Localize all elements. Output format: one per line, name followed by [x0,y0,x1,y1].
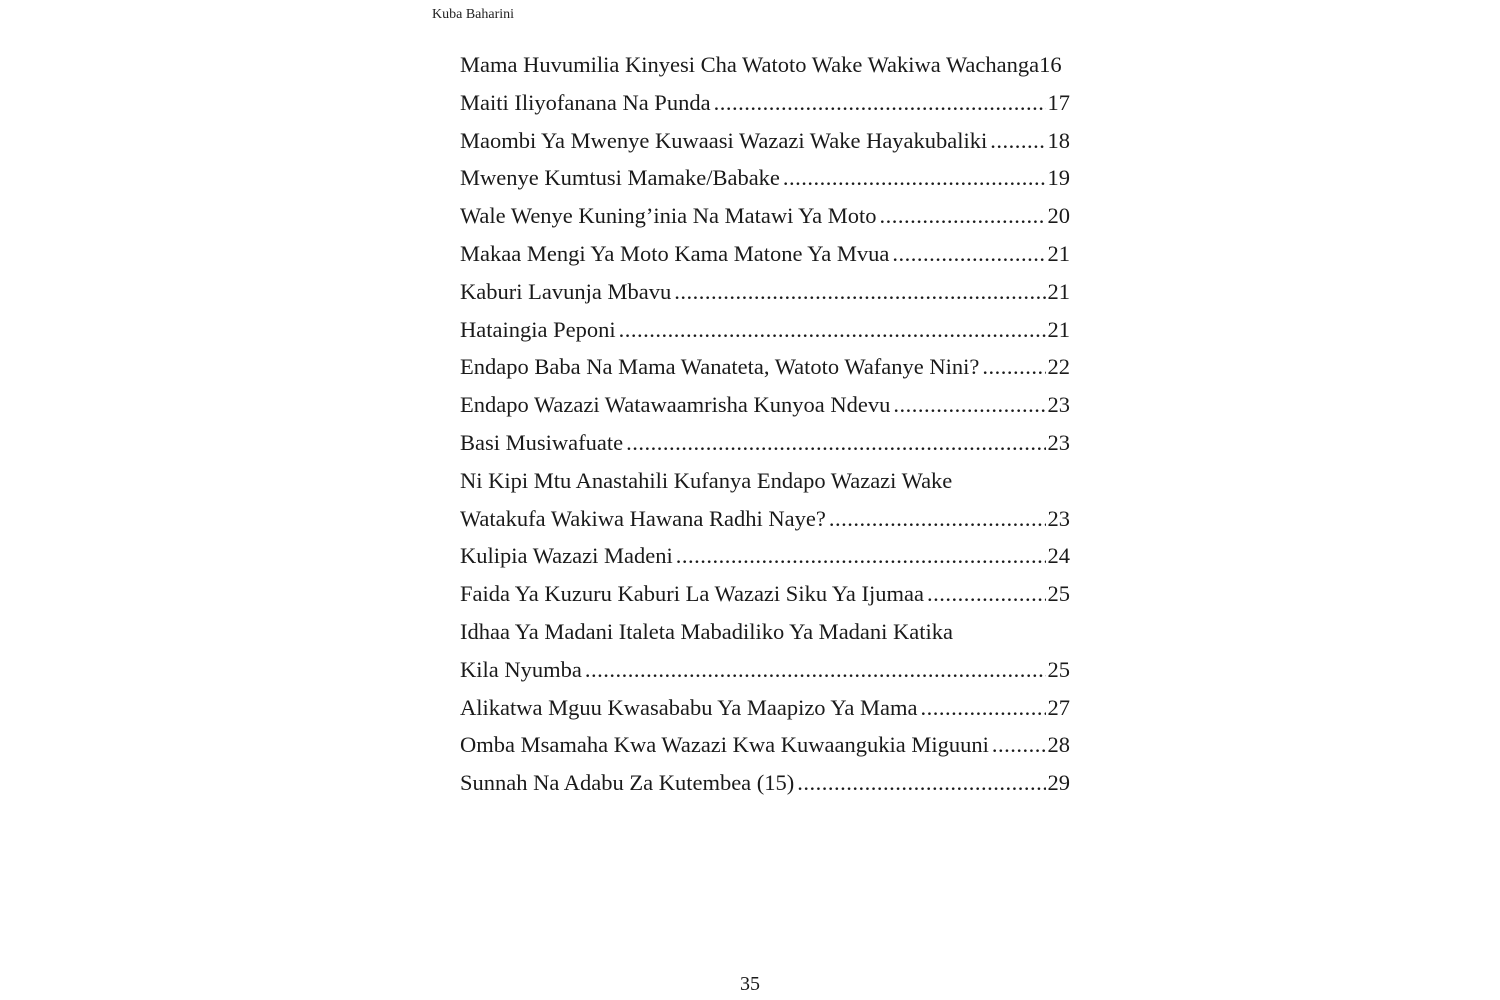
toc-entry-title: Endapo Baba Na Mama Wanateta, Watoto Wafanye Nini? [460,354,980,380]
toc-entry-title: Basi Musiwafuate [460,429,624,455]
toc-entry [460,613,1070,651]
toc-entry-page: 21 [1047,240,1070,266]
toc-entry-page: 29 [1047,770,1070,796]
toc-entry-page: 19 [1047,165,1070,191]
toc-dot-leader [990,122,1045,160]
toc-dot-leader [829,500,1046,538]
toc-entry-page: 25 [1047,656,1070,682]
toc-entry-page: 21 [1047,316,1070,342]
toc-entry-page: 16 [1039,52,1062,77]
toc-entry-page: 22 [1047,354,1070,380]
toc-entry [460,500,1070,538]
toc-dot-leader [927,575,1046,613]
toc-entry [460,386,1070,424]
toc-dot-leader [783,159,1046,197]
toc-entry [460,651,1070,689]
toc-entry [460,537,1070,575]
toc-entry-page: 23 [1047,429,1070,455]
toc-entry-title: Hataingia Peponi [460,316,616,342]
toc-entry-title: Wale Wenye Kuning’inia Na Matawi Ya Moto [460,203,877,229]
toc-entry-title: Idhaa Ya Madani Italeta Mabadiliko Ya Madani Katika [460,618,954,644]
toc-entry-title: Maombi Ya Mwenye Kuwaasi Wazazi Wake Hayakubaliki [460,127,988,153]
toc-entry-page: 17 [1047,89,1070,115]
toc-dot-leader [893,386,1045,424]
toc-dot-leader [714,84,1046,122]
toc-dot-leader [619,311,1046,349]
toc-entry [460,273,1070,311]
toc-entry [460,235,1070,273]
table-of-contents [460,46,1070,802]
toc-entry-title: Ni Kipi Mtu Anastahili Kufanya Endapo Wazazi Wake [460,467,953,493]
running-header: Kuba Baharini [432,7,515,22]
toc-entry [460,122,1070,160]
toc-entry [460,424,1070,462]
toc-entry-page: 28 [1047,732,1070,758]
toc-entry-page: 23 [1047,392,1070,418]
toc-entry-title: Mwenye Kumtusi Mamake/Babake [460,165,780,191]
toc-entry-title: Kulipia Wazazi Madeni [460,543,673,569]
toc-entry-title: Mama Huvumilia Kinyesi Cha Watoto Wake Wakiwa Wachanga [460,52,1040,77]
toc-dot-leader [920,689,1045,727]
toc-entry-page: 25 [1047,581,1070,607]
toc-entry-page: 18 [1047,127,1070,153]
toc-entry-title: Makaa Mengi Ya Moto Kama Matone Ya Mvua [460,240,890,266]
toc-entry-page: 20 [1047,203,1070,229]
toc-dot-leader [626,424,1045,462]
toc-entry [460,348,1070,386]
toc-entry-title: Kaburi Lavunja Mbavu [460,278,672,304]
toc-entry [460,764,1070,802]
toc-entry-page: 24 [1047,543,1070,569]
toc-dot-leader [892,235,1045,273]
page-number: 35 [740,973,760,995]
toc-entry-title: Kila Nyumba [460,656,582,682]
toc-entry-page: 21 [1047,278,1070,304]
toc-entry-page: 23 [1047,505,1070,531]
toc-entry-title: Endapo Wazazi Watawaamrisha Kunyoa Ndevu [460,392,891,418]
toc-entry [460,575,1070,613]
toc-dot-leader [674,273,1045,311]
toc-dot-leader [797,764,1045,802]
toc-entry-title: Alikatwa Mguu Kwasababu Ya Maapizo Ya Mama [460,694,918,720]
toc-entry [460,689,1070,727]
toc-entry [460,46,1070,84]
toc-entry-title: Faida Ya Kuzuru Kaburi La Wazazi Siku Ya Ijumaa [460,581,924,607]
toc-entry [460,84,1070,122]
toc-entry-page: 27 [1047,694,1070,720]
toc-entry-title: Sunnah Na Adabu Za Kutembea (15) [460,770,795,796]
toc-entry [460,159,1070,197]
toc-entry [460,197,1070,235]
toc-dot-leader [585,651,1046,689]
toc-dot-leader [982,348,1045,386]
toc-dot-leader [676,537,1046,575]
toc-entry [460,311,1070,349]
toc-dot-leader [992,726,1046,764]
toc-dot-leader [880,197,1046,235]
toc-entry-title: Maiti Iliyofanana Na Punda [460,89,711,115]
toc-entry-title: Omba Msamaha Kwa Wazazi Kwa Kuwaangukia Miguuni [460,732,989,758]
toc-entry [460,726,1070,764]
toc-entry-title: Watakufa Wakiwa Hawana Radhi Naye? [460,505,826,531]
toc-entry [460,462,1070,500]
